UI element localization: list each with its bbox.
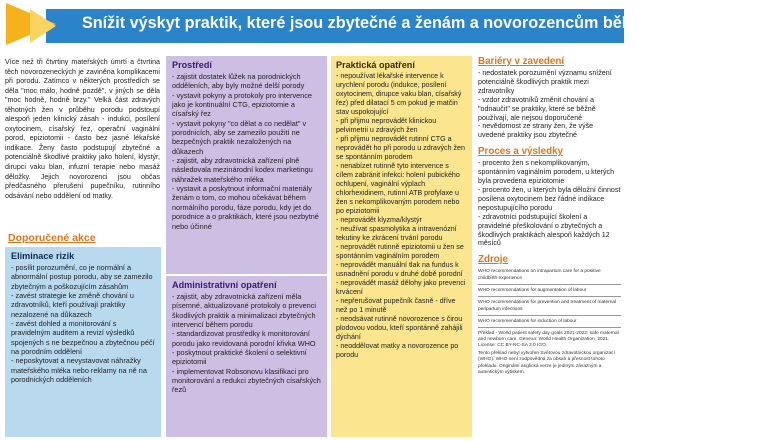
list-item: - vystavit pokyny "co dělat a co nedělat" v porodnicích, aby se zamezilo použití ne bezpečných praktik nezaložených na důkazech [172,118,307,156]
list-item: - zajistit, aby zdravotnická zařízení plně následovala mezinárodní kodex marketingu náhražek mateřského mléka [172,156,313,184]
practical-list [336,72,467,360]
list-item: - nepřerušovat pupečník časně - dříve než po 1 minutě [336,297,456,314]
environment-title: Prostředí [172,60,212,70]
list-item: - neposkytovat a nevystavovat náhražky mateřského mléka nebo reklamy na ně na porodnických odděleních [11,356,147,385]
header-banner [0,0,762,48]
list-item: - nevědomost ze strany žen, že výše uvedené praktiky jsou zbytečné [478,122,594,140]
administrative-box [166,276,327,437]
list-item: - zavést dohled a monitorování s pravidelným auditem a revizí výsledků spojených s ne bezpečnou a zbytečnou péčí na porodním oddělení [11,319,155,357]
risk-elimination-list [11,263,155,384]
list-item: - posílit porozumění, co je normální a abnormální postup porodu, aby se zamezilo zbytečným a poškozujícím zásahům [11,263,153,291]
list-item: - neprovádět manuální tlak na fundus k usnadnění porodu v druhé době porodní [336,261,463,278]
risk-elimination-title: Eliminace rizik [11,251,75,261]
list-item: - při přijmu neprovádět klinickou pelvimetrii u zdravých žen [336,117,437,134]
administrative-list [172,292,321,395]
barriers-heading: Bariéry v zavedení [478,56,565,67]
list-item: - nepoužívat lékařské intervence k urychlení porodu (indukce, posílení oxytocinem, dirupce vaku blan, císařský řez) před dilatací 5 cm pokud je matčin stav uspokojující [336,72,462,116]
list-item: - neprovádět masáž dělohy jako prevenci krvácení [336,279,466,296]
list-item: - implementovat Robsonovu klasifikaci pro monitorování a redukci zbytečných císařských řezů [172,366,321,395]
list-item: - neoddělovat matky a novorozence po porodu [336,342,459,359]
list-item: - nenabízet rutinně tyto intervence s cílem zabránit infekci: holení pubického ochlupení, vaginální výplach chlorhexidinem, rutinní ATB profylaxe u žen s nekomplikovaným porodem nebo po epiziotomii [336,162,460,215]
chevron-arrow-light-icon [30,9,56,43]
page-title: Snížit výskyt praktik, které jsou zbytečné a ženám a novorozencům během porodu škodí [82,14,762,32]
administrative-title: Administrativní opatření [172,280,277,290]
reference-link[interactable]: WHO recommendations for augmentation of labour [478,288,621,297]
list-item: - neprovádět klyzma/klystýr [336,216,422,224]
list-item: - zdravotníci podstupující školení a pravidelné přeškolování o zbytečných a škodlivých praktikách alespoň každých 12 měsíců [478,212,610,248]
list-item: - procento žen s nekomplikovaným, spontánním vaginálním porodem, u kterých byla provedena epiziotomie [478,159,615,186]
list-item: - neprovádět rutinně epiziotomii u žen se spontánním vaginálním porodem [336,243,464,260]
list-item: - neodsávat rutinně novorozence s čirou plodovou vodou, kteří spontánně zahájili dýchání [336,315,463,341]
list-item: - při přijmu neprovádět rutinní CTG a neprovádět ho při porodu u zdravých žen se spontánním porodem [336,135,465,161]
reference-link[interactable]: WHO recommendations for induction of labour [478,319,621,328]
list-item: - zajistit dostatek lůžek na porodnických odděleních, aby byly možné delší porody [172,72,305,91]
list-item: - zajistit, aby zdravotnická zařízení měla písemné, aktualizované protokoly o prevenci škodlivých praktik a minimalizaci zbytečných intervencí během porodu [172,292,316,330]
list-item: - procento žen, u kterých byla děložní činnost posílena oxytocinem bez řádné indikace nepostupujícího porodu [478,185,621,212]
reference-link[interactable]: WHO recommendations for prevention and treatment of maternal peripartum infections [478,300,621,316]
sources-list [478,269,621,375]
practical-box [331,56,472,437]
practical-title: Praktická opatření [336,60,415,70]
list-item: - vystavit pokyny a protokoly pro intervence jako je kontinuální CTG, epiziotomie a císařský řez [172,90,312,119]
list-item: - vystavit a poskytnout informační materiály ženám o tom, co mohou očekávat během normálního porodu, fáze porodu, kdy jet do porodnice a o praktikách, které jsou nezbytné nebo účinné [172,184,319,231]
list-item: - poskytnout praktické školení o selektivní epiziotomii [172,348,307,367]
list-item: - neužívat spasmolytika a intravenózní tekutiny ke zkrácení trvání porodu [336,225,457,242]
process-heading: Proces a výsledky [478,146,563,158]
list-item: - zavést strategie ke změně chování u zdravotníků, kteří používají praktiky nezalozené na důkazech [11,291,134,319]
barriers-list [478,69,621,140]
list-item: - vzdor zdravotníků změnit chování a "odnaučit" se praktiky, které se běžně používají, ale nejsou doporučené [478,95,596,122]
sources-heading: Zdroje [478,254,508,266]
process-list [478,159,621,248]
citation-footnote: Překlad - World patient safety day goals 2021-2022: safe maternal and newborn care. Geneva: World Health Organization, 2021. License: CC BY-NC-SA 3.0 IGO. [478,331,619,349]
reference-link[interactable]: WHO recommendations on intrapartum care for a positive childbirth experience [478,269,621,285]
environment-box [166,56,327,274]
right-column [478,56,621,376]
recommended-actions-heading: Doporučené akce [8,232,96,244]
risk-elimination-box [5,247,161,437]
list-item: - nedostatek porozumění významu snížení potenciálně škodlivých praktik mezi zdravotníky [478,69,612,95]
translation-disclaimer: Tento překlad nebyl vytvořen Světovou zdravotnickou organizací (WHO). WHO není zodpovědná za obsah a přesnost tohoto překladu. Originální anglická verze je jediným závazným a autentickým výtiskem. [478,351,615,375]
intro-paragraph: Více než tři čtvrtiny mateřských úmrtí a čtvrtina těch novorozeneckých je zaviněna komplikacemi při porodu. Zatímco v některých prostředích se děla "moc málo, hodně pozdě", v jiných se děla "moc hodně, hodně brzy." Velká část zdravých těhotných žen v průběhu porodu podstoupí alespoň jeden klinický zásah - indukci, posílení oxytocinem, císařský řez, operační vaginální porod, epiziotomii - často bez jasné lékařské indikace. Ženy často podstupují zbytečné a potenciálně škodlivé praktiky jako holení, klystýr, dirupci vaku blan, infuzní terapie nebo masáž děložky. Jejich novorozenci jsou občas předčasného přerušení pupečníku, rutinního odsávání nebo oddělení od matky. [5,58,160,200]
environment-list [172,72,321,231]
list-item: - standardizovat prostředky k monitorování porodu jako revidovaná porodní křivka WHO [172,329,316,348]
